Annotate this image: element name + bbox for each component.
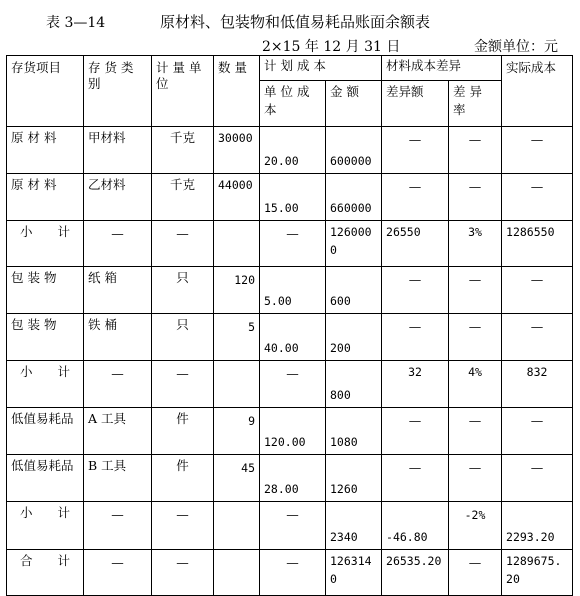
row-amount: 2340 (326, 502, 382, 550)
row-qty: 44000 (214, 174, 260, 221)
row-qty: 30000 (214, 127, 260, 174)
row-category: A 工具 (84, 408, 152, 455)
row-item: 小 计 (7, 361, 84, 408)
row-var-rate: — (449, 267, 502, 314)
row-actual: 832 (502, 361, 573, 408)
row-var-rate: — (449, 174, 502, 221)
header-var-rate: 差 异 率 (449, 81, 502, 127)
row-qty: 9 (214, 408, 260, 455)
header-variance: 材料成本差异 (382, 56, 502, 81)
row-amount: 200 (326, 314, 382, 361)
row-category: — (84, 502, 152, 550)
row-amount: 600000 (326, 127, 382, 174)
row-actual: — (502, 455, 573, 502)
row-var-rate: — (449, 127, 502, 174)
row-unit: 只 (152, 267, 214, 314)
row-item: 包 装 物 (7, 267, 84, 314)
header-item: 存货项目 (7, 56, 84, 127)
row-item: 原 材 料 (7, 127, 84, 174)
table-row (7, 127, 573, 174)
table-row (7, 314, 573, 361)
table-title: 原材料、包装物和低值易耗品账面余额表 (160, 13, 431, 31)
row-unit: 件 (152, 455, 214, 502)
row-var-amount: — (382, 174, 449, 221)
header-unit-cost: 单 位 成 本 (260, 81, 326, 127)
row-unit-cost: 15.00 (260, 174, 326, 221)
row-category: 乙材料 (84, 174, 152, 221)
header-row-1 (7, 56, 573, 81)
row-qty: 5 (214, 314, 260, 361)
row-actual: — (502, 127, 573, 174)
row-unit-cost: 120.00 (260, 408, 326, 455)
header-var-amount: 差异额 (382, 81, 449, 127)
row-var-amount: — (382, 267, 449, 314)
table-number: 表 3—14 (46, 15, 106, 31)
row-unit-cost: — (260, 550, 326, 596)
row-actual: — (502, 314, 573, 361)
row-var-amount: — (382, 455, 449, 502)
table-row (7, 174, 573, 221)
header-qty: 数 量 (214, 56, 260, 127)
row-actual: — (502, 267, 573, 314)
currency-unit: 金额单位：元 (474, 39, 558, 55)
row-var-rate: -2% (449, 502, 502, 550)
report-date: 2×15 年 12 月 31 日 (262, 39, 401, 55)
header-category: 存 货 类 别 (84, 56, 152, 127)
row-var-amount: 32 (382, 361, 449, 408)
row-category: — (84, 550, 152, 596)
row-var-rate: — (449, 408, 502, 455)
row-item: 低值易耗品 (7, 408, 84, 455)
row-unit-cost: 20.00 (260, 127, 326, 174)
row-var-rate: 4% (449, 361, 502, 408)
row-item: 小 计 (7, 221, 84, 267)
row-category: B 工具 (84, 455, 152, 502)
row-actual: 1286550 (502, 221, 573, 267)
row-item: 原 材 料 (7, 174, 84, 221)
subtotal-row (7, 361, 573, 408)
row-unit: — (152, 361, 214, 408)
row-qty (214, 361, 260, 408)
row-category: 铁 桶 (84, 314, 152, 361)
row-qty (214, 550, 260, 596)
row-unit: — (152, 221, 214, 267)
row-unit: 只 (152, 314, 214, 361)
row-qty (214, 502, 260, 550)
row-unit-cost: — (260, 361, 326, 408)
row-category: 甲材料 (84, 127, 152, 174)
row-unit: — (152, 502, 214, 550)
row-category: — (84, 361, 152, 408)
row-var-amount: -46.80 (382, 502, 449, 550)
row-item: 包 装 物 (7, 314, 84, 361)
row-item: 合 计 (7, 550, 84, 596)
row-unit: 千克 (152, 174, 214, 221)
row-unit-cost: 28.00 (260, 455, 326, 502)
row-amount: 1260000 (326, 221, 382, 267)
row-var-rate: — (449, 314, 502, 361)
row-amount: 1260 (326, 455, 382, 502)
row-unit-cost: 40.00 (260, 314, 326, 361)
row-var-amount: — (382, 314, 449, 361)
row-actual: — (502, 408, 573, 455)
row-actual: 2293.20 (502, 502, 573, 550)
row-amount: 1263140 (326, 550, 382, 596)
table-row (7, 267, 573, 314)
row-var-amount: — (382, 408, 449, 455)
header-amount: 金 额 (326, 81, 382, 127)
row-amount: 800 (326, 361, 382, 408)
row-amount: 1080 (326, 408, 382, 455)
row-qty (214, 221, 260, 267)
balance-table (6, 55, 573, 596)
row-var-rate: 3% (449, 221, 502, 267)
table-row (7, 455, 573, 502)
subtotal-row (7, 502, 573, 550)
row-var-amount: — (382, 127, 449, 174)
row-unit: — (152, 550, 214, 596)
row-var-rate: — (449, 455, 502, 502)
header-plan-cost: 计 划 成 本 (260, 56, 382, 81)
table-row (7, 408, 573, 455)
row-var-rate: — (449, 550, 502, 596)
header-actual: 实际成本 (502, 56, 573, 127)
title-row (0, 0, 580, 34)
row-qty: 120 (214, 267, 260, 314)
row-category: — (84, 221, 152, 267)
row-item: 低值易耗品 (7, 455, 84, 502)
row-actual: — (502, 174, 573, 221)
date-row (0, 34, 580, 56)
row-unit-cost: 5.00 (260, 267, 326, 314)
row-unit: 千克 (152, 127, 214, 174)
row-amount: 660000 (326, 174, 382, 221)
row-unit-cost: — (260, 502, 326, 550)
subtotal-row (7, 221, 573, 267)
row-actual: 1289675.20 (502, 550, 573, 596)
row-amount: 600 (326, 267, 382, 314)
row-unit: 件 (152, 408, 214, 455)
header-unit: 计 量 单 位 (152, 56, 214, 127)
row-qty: 45 (214, 455, 260, 502)
row-unit-cost: — (260, 221, 326, 267)
total-row (7, 550, 573, 596)
row-category: 纸 箱 (84, 267, 152, 314)
row-var-amount: 26550 (382, 221, 449, 267)
row-item: 小 计 (7, 502, 84, 550)
row-var-amount: 26535.20 (382, 550, 449, 596)
